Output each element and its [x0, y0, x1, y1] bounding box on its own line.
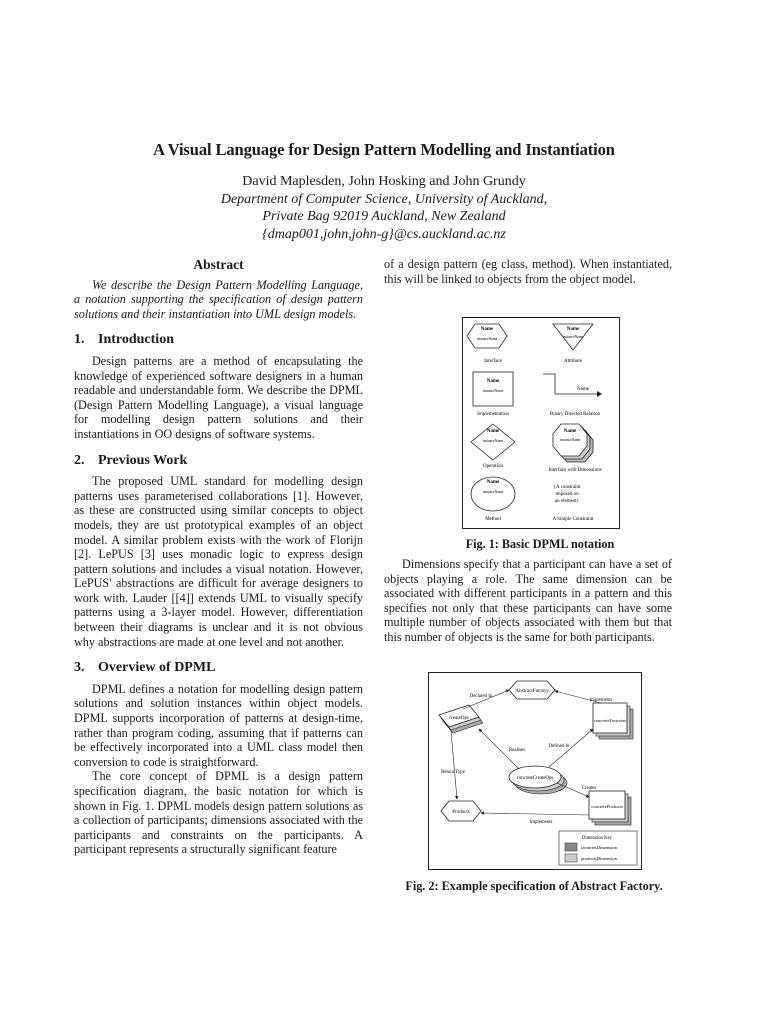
products-dimension-swatch [565, 854, 577, 862]
continued-paragraph: of a design pattern (eg class, method). When instantiated, this will be linked to objects from the object model. [384, 257, 672, 286]
attribute-label: Attribute [563, 359, 583, 364]
abstract-factory-label: AbstractFactory [515, 688, 549, 694]
constraint-text-1: {A constraint [553, 485, 581, 490]
implementation-instance-label: instanceName [482, 389, 504, 393]
dimension-key-title: Dimension Key [581, 836, 613, 841]
products-label: Products [452, 810, 470, 815]
method-label: Method [485, 517, 501, 522]
create-ops-label: createOps [449, 716, 469, 721]
interface-dims-label: Interface with Dimensions [548, 468, 602, 473]
implementation-name-label: Name [486, 379, 500, 384]
abstract-heading: Abstract [193, 257, 244, 272]
author-block [0, 173, 768, 243]
declared-in-arrow [463, 690, 509, 709]
constraint-text-3: an element} [554, 499, 580, 504]
attribute-name-label: Name [566, 327, 580, 332]
figure-1-diagram [463, 318, 619, 528]
section-heading-previous-work: 2. Previous Work [74, 452, 188, 468]
previous-work-paragraph: The proposed UML standard for modelling design patterns uses parameterised collaborations [1]. However, as these are constructed using similar concepts to object models, they are ust prototypical examples of an object model. A similar problem exists with the work of Florijn [2]. LePUS [3] uses monadic logic to express design pattern solutions and includes a visual notation. However, LePUS' abstractions are difficult for average designers to work with. Lauder [[4]] extends UML to visually specify patterns using a 3-layer model. However, differentiation between their diagrams is unclear and it is not obvious why abstractions are made at one level and not another. [74, 474, 363, 649]
concrete-factories-label: concreteFactories [593, 718, 627, 723]
right-column-middle [384, 557, 672, 645]
simple-constraint-label: A Simple Constraint [552, 517, 594, 522]
figure-2-caption: Fig. 2: Example specification of Abstract Factory. [405, 879, 663, 893]
operation-name-label: Name [486, 429, 500, 434]
implements-arrow-2 [481, 813, 589, 815]
method-name-label: Name [486, 480, 500, 485]
section-heading-introduction: 1. Introduction [74, 332, 174, 348]
left-column [74, 258, 363, 857]
intro-paragraph: Design patterns are a method of encapsulating the knowledge of experienced software designers in a human readable and understandable form. We describe the DPML (Design Pattern Modelling Language), a visual language for modelling design pattern solutions and their instantiations in OO designs of software systems. [74, 353, 363, 441]
declared-in-label: Declared In [469, 694, 493, 699]
method-instance-label: instanceName [482, 490, 504, 494]
dimensions-paragraph: Dimensions specify that a participant can have a set of objects playing a role. The same dimension can be associated with different participants in a pattern and this specifies not only that these participants can have some multiple number of objects associated with them but that this number of objects is the same for both participants. [384, 557, 672, 644]
factories-dimension-label: factoriesDimension [581, 845, 617, 850]
abstract-text: We describe the Design Pattern Modelling Language, a notation supporting the specification of design pattern solutions and their instantiation into UML design models. [74, 277, 363, 321]
affiliation-line-1: Department of Computer Science, University of Auckland, [220, 191, 548, 207]
implements-label-1: Implements [589, 698, 613, 703]
figure-2-box [428, 672, 642, 870]
overview-paragraph-2: The core concept of DPML is a design pattern specification diagram, the basic notation for which is shown in Fig. 1. DPML models design pattern solutions as a collection of participants; dimensions associated with the participants and constraints on the participants. A participant represents a structurally significant feature [74, 769, 363, 857]
return-type-arrow [451, 731, 457, 799]
factories-dimension-swatch [565, 843, 577, 851]
affiliation-line-2: Private Bag 92019 Auckland, New Zealand [262, 209, 506, 224]
products-dimension-label: productsDimension [581, 856, 617, 861]
implementation-label: Implementation [477, 412, 509, 417]
interface-name-label: Name [480, 327, 494, 332]
attribute-instance-label: instanceName [562, 335, 584, 339]
email: {dmap001,john,john-g}@cs.auckland.ac.nz [262, 226, 506, 242]
return-type-label: Return Type [441, 770, 465, 775]
realises-label: Realises [509, 748, 525, 753]
paper-title: A Visual Language for Design Pattern Modelling and Instantiation [153, 140, 615, 159]
operation-instance-label: instanceName [482, 439, 504, 443]
right-column-top [384, 257, 672, 286]
interface-instance-label: instanceName [476, 337, 498, 341]
creates-label: Creates [581, 786, 597, 791]
operation-label: Operation [483, 464, 503, 469]
overview-paragraph-1: DPML defines a notation for modelling design pattern solutions and solution instances within object models. DPML supports incorporation of patterns at design-time, rather than program coding, assuming that if patterns can be effectively incorporated into a UML class model then conversion to code is straightforward. [74, 681, 363, 769]
defined-in-label: Defined In [548, 744, 570, 749]
concrete-create-ops-label: concreteCreateOps [516, 776, 554, 781]
concrete-products-label: concreteProducts [591, 804, 623, 809]
arrowhead-icon [597, 391, 602, 397]
interface-dims-name-label: Name [563, 429, 577, 434]
implements-label-2: Implements [529, 820, 553, 825]
binary-relation-label: Binary Directed Relation [549, 412, 601, 417]
figure-1-box [462, 317, 620, 529]
constraint-text-2: imposed on [555, 492, 579, 497]
interface-dims-instance-label: instanceName [559, 438, 581, 442]
section-heading-overview: 3. Overview of DPML [74, 660, 216, 676]
relation-name-label: Name [577, 387, 589, 392]
figure-1-caption: Fig. 1: Basic DPML notation [465, 537, 615, 551]
figure-2-diagram [429, 673, 641, 869]
authors: David Maplesden, John Hosking and John Grundy [242, 174, 526, 189]
interface-label: Interface [484, 359, 502, 364]
